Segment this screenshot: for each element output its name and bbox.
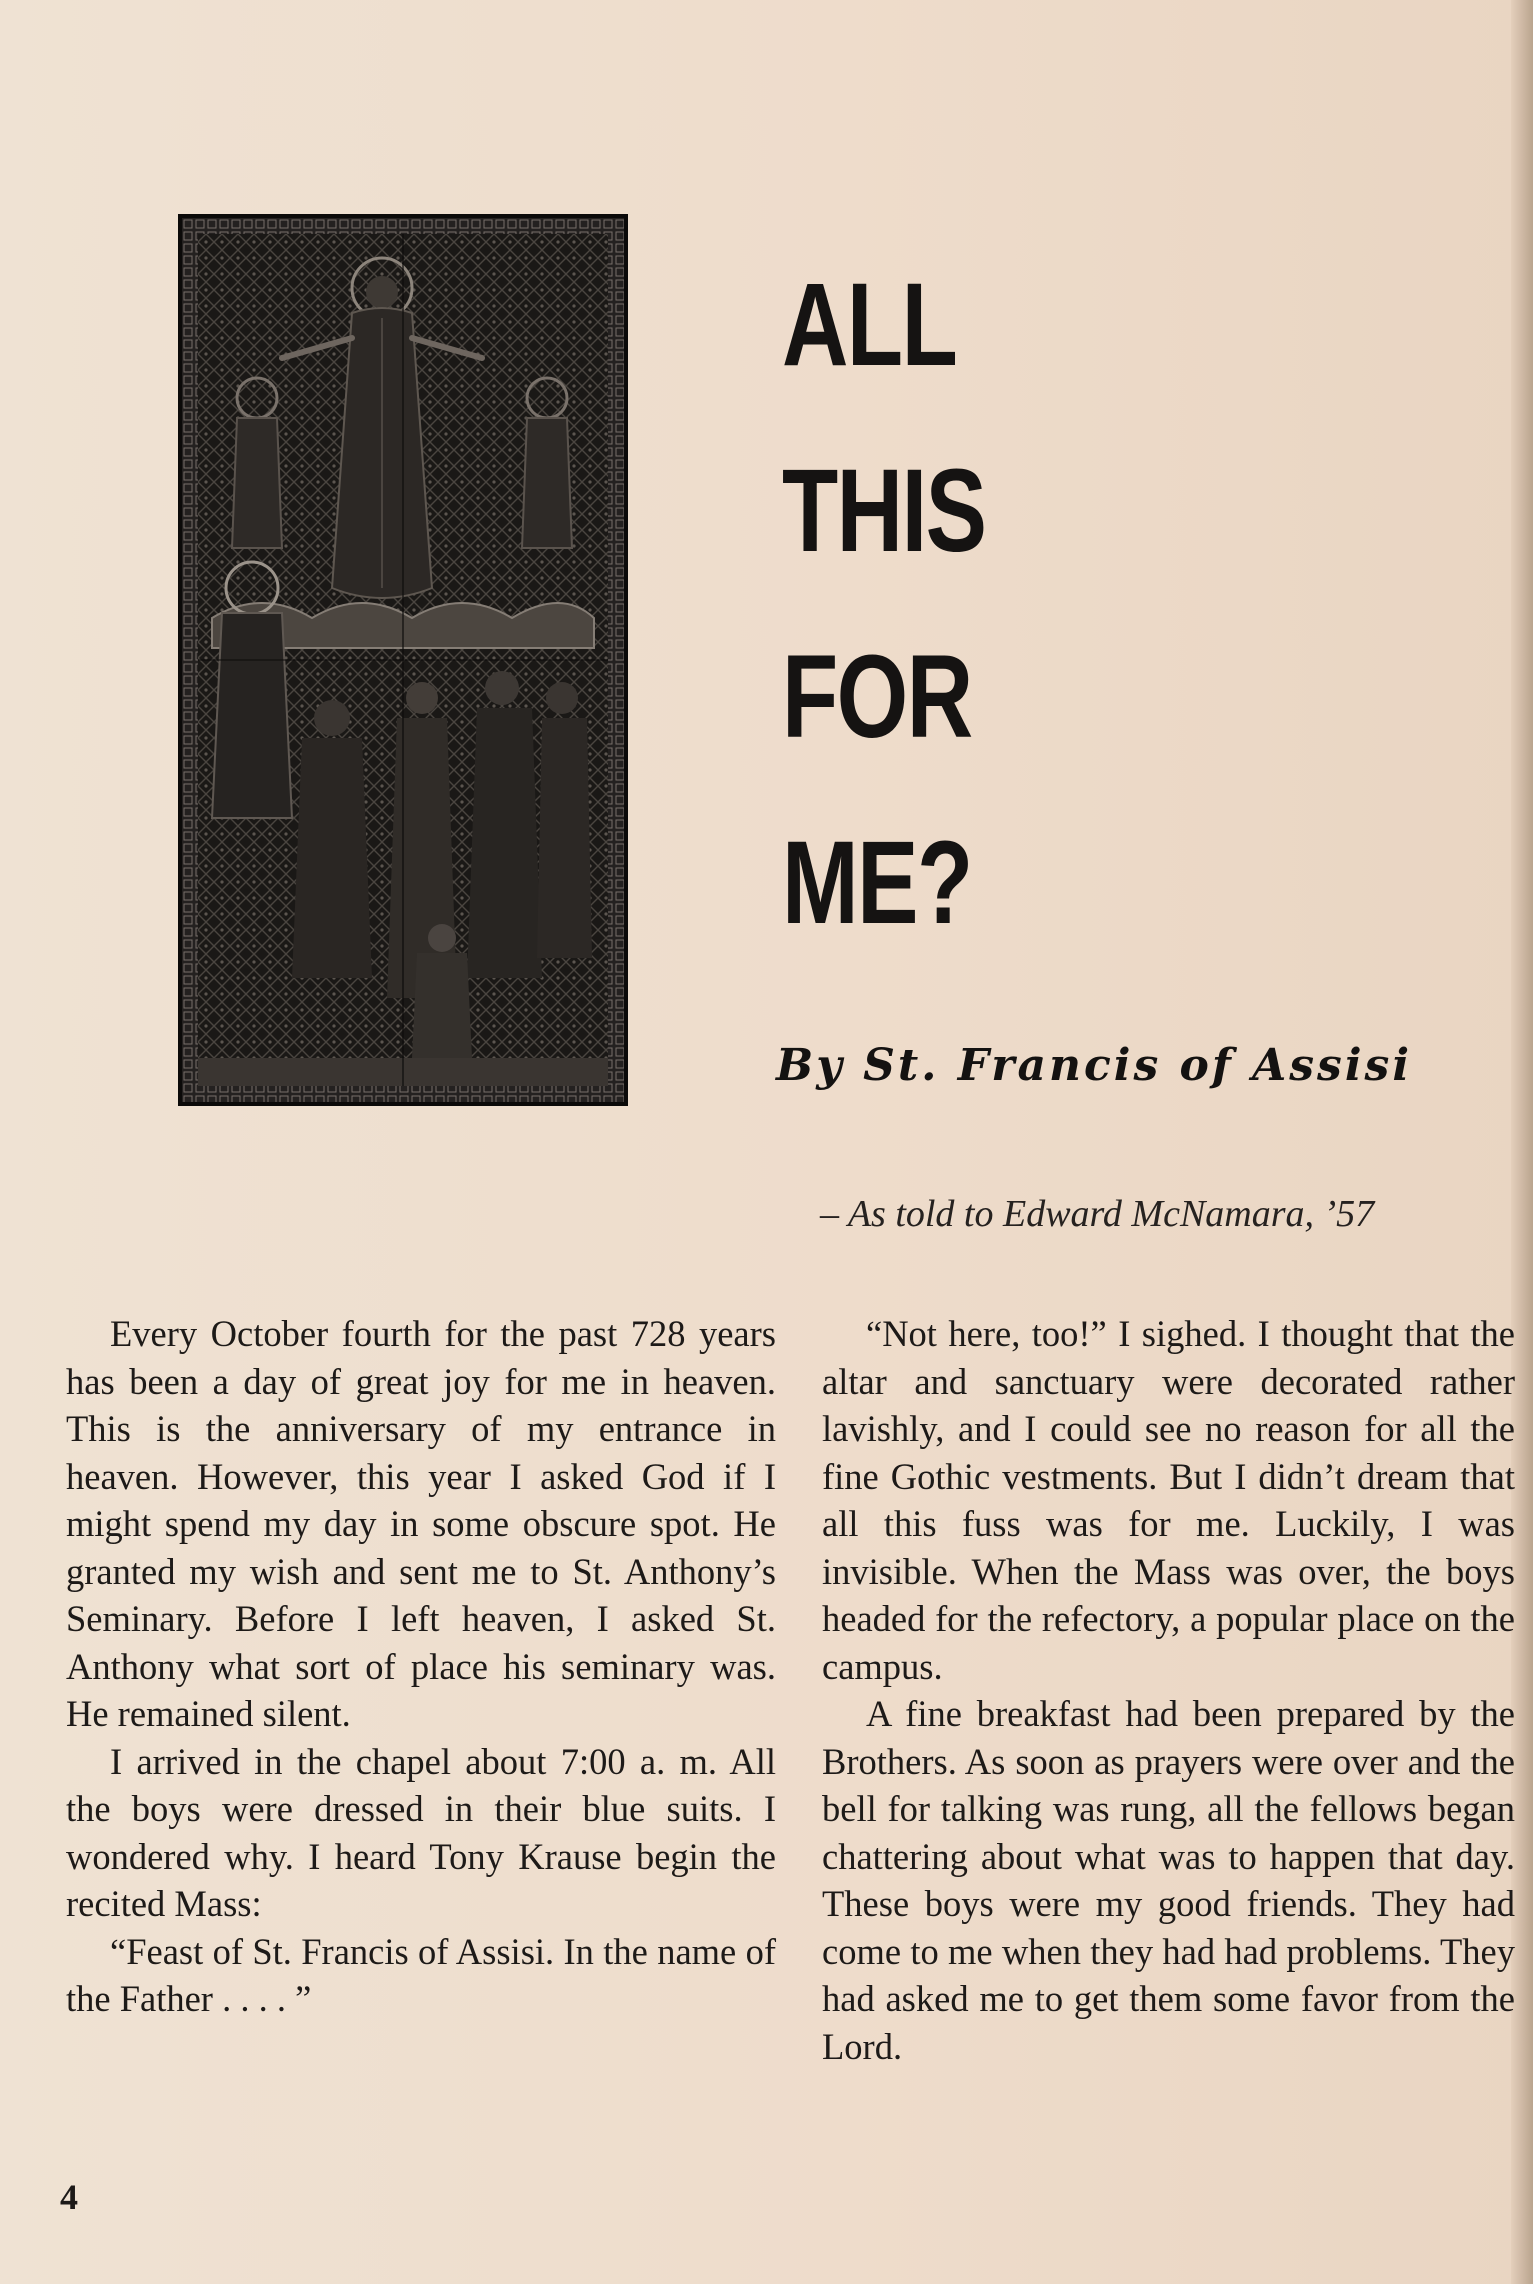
headline-line-2: THIS xyxy=(782,445,986,577)
paragraph: “Feast of St. Francis of Assisi. In the name of the Father . . . . ” xyxy=(66,1930,776,2019)
paragraph: A fine breakfast had been prepared by the Brothers. As soon as prayers were over and the bell for talking was rung, all the fellows began chattering about what was to happen that day. These boys were my good friends. They had come to me when they had had problems. They had asked me to get them some favor from the Lord. xyxy=(822,1693,1515,2067)
paragraph: I arrived in the chapel about 7:00 a. m. All the boys were dressed in their blue suits. I wondered why. I heard Tony Krause begin the recited Mass: xyxy=(66,1740,776,1924)
headline-line-3: FOR xyxy=(782,631,972,763)
stained-glass-window-image xyxy=(178,214,628,1106)
paragraph: “Not here, too!” I sighed. I thought that the altar and sanctuary were decorated rather lavishly, and I could see no reason for all the fine Gothic vestments. But I didn’t dream that all this fuss was for me. Luckily, I was invisible. When the Mass was over, the boys headed for the refectory, a popular place on the campus. xyxy=(822,1313,1515,1687)
article-column-left xyxy=(66,1310,776,2023)
headline-line-4: ME? xyxy=(782,817,972,949)
headline-line-1: ALL xyxy=(782,259,957,391)
as-told-credit: – As told to Edward McNamara, ’57 xyxy=(820,1193,1375,1235)
paragraph: Every October fourth for the past 728 years has been a day of great joy for me in heaven. This is the anniversary of my entrance in heaven. However, this year I asked God if I might spend my day in some obscure spot. He granted my wish and sent me to St. Anthony’s Seminary. Before I left heaven, I asked St. Anthony what sort of place his seminary was. He remained silent. xyxy=(66,1313,776,1734)
page-number: 4 xyxy=(60,2177,78,2217)
byline: By St. Francis of Assisi xyxy=(776,1040,1413,1091)
article-column-right xyxy=(822,1310,1515,2070)
headline xyxy=(782,232,1094,976)
